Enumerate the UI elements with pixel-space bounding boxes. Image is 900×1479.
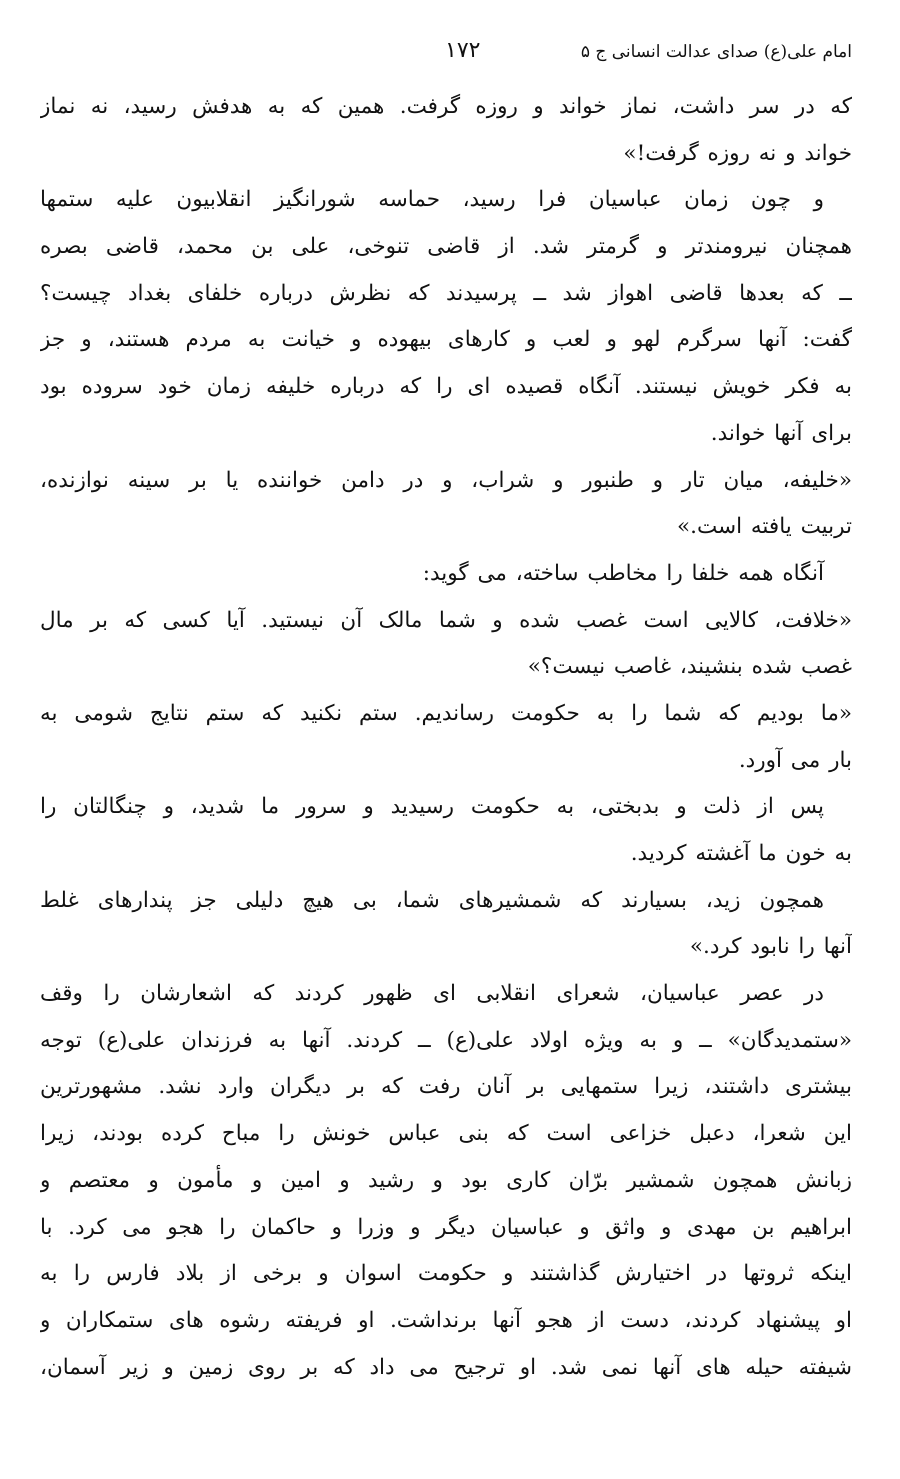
text-line: ابراهیم بن مهدی و واثق و عباسیان دیگر و وزرا و حاکمان را هجو می کرد. با (40, 1214, 852, 1240)
text-line: غصب شده بنشیند، غاصب نیست؟» (527, 654, 852, 680)
running-title: امام علی(ع) صدای عدالت انسانی ج ۵ (580, 42, 852, 62)
text-line: به فکر خویش نیستند. آنگاه قصیده ای را که درباره خلیفه زمان خود سروده بود (40, 374, 852, 400)
text-line: زبانش همچون شمشیر برّان کاری بود و رشید و امین و مأمون و معتصم و (40, 1167, 852, 1193)
page-number: ۱۷۲ (445, 38, 481, 63)
text-line: ــ که بعدها قاضی اهواز شد ــ پرسیدند که نظرش درباره خلفای بغداد چیست؟ (40, 280, 852, 306)
text-line: که در سر داشت، نماز خواند و روزه گرفت. همین که به هدفش رسید، نه نماز (40, 94, 852, 119)
text-line: به خون ما آغشته کردید. (630, 841, 852, 866)
text-line: «خلافت، کالایی است غصب شده و شما مالک آن نیستید. آیا کسی که بر مال (40, 607, 852, 633)
text-line: شیفته حیله های آنها نمی شد. او ترجیح می داد که بر روی زمین و زیر آسمان، (40, 1354, 852, 1380)
text-line: «خلیفه، میان تار و طنبور و شراب، و در دامن خواننده یا بر سینه نوازنده، (40, 467, 852, 493)
text-line: آنها را نابود کرد.» (689, 934, 852, 960)
text-line: بار می آورد. (738, 747, 852, 773)
text-line: همچنان نیرومندتر و گرمتر شد. از قاضی تنوخی، علی بن محمد، قاضی بصره (40, 234, 852, 260)
text-line: اینکه ثروتها در اختیارش گذاشتند و حکومت اسوان و برخی از بلاد فارس را به (40, 1261, 852, 1287)
page-header (40, 38, 852, 78)
text-line: همچون زید، بسیارند که شمشیرهای شما، بی هیچ دلیلی جز پندارهای غلط (40, 887, 824, 913)
text-line: «ما بودیم که شما را به حکومت رساندیم. ستم نکنید که ستم نتایج شومی به (40, 700, 852, 726)
text-line: بیشتری داشتند، زیرا ستمهایی بر آنان رفت که بر دیگران وارد نشد. مشهورترین (40, 1074, 852, 1100)
text-line: خواند و نه روزه گرفت!» (623, 140, 852, 166)
text-line: این شعرا، دعبل خزاعی است که بنی عباس خونش را مباح کرده بودند، زیرا (40, 1121, 852, 1147)
text-line: او پیشنهاد کردند، دست از هجو آنها برنداشت. او فریفته رشوه های ستمکاران و (40, 1307, 852, 1333)
text-line: پس از ذلت و بدبختی، به حکومت رسیدید و سرور ما شدید، و چنگالتان را (40, 794, 824, 820)
text-line: گفت: آنها سرگرم لهو و لعب و کارهای بیهوده و خیانت به مردم هستند، و جز (40, 327, 852, 353)
text-line: آنگاه همه خلفا را مخاطب ساخته، می گوید: (422, 560, 824, 586)
text-line: در عصر عباسیان، شعرای انقلابی ای ظهور کردند که اشعارشان را وقف (40, 981, 824, 1007)
text-line: برای آنها خواند. (710, 420, 852, 446)
text-line: و چون زمان عباسیان فرا رسید، حماسه شورانگیز انقلابیون علیه ستمها (40, 187, 824, 213)
body-text (40, 84, 852, 1391)
text-line: «ستمدیدگان» ــ و به ویژه اولاد علی(ع) ــ کردند. آنها به فرزندان علی(ع) توجه (40, 1027, 852, 1053)
text-line: تربیت یافته است.» (676, 514, 852, 540)
